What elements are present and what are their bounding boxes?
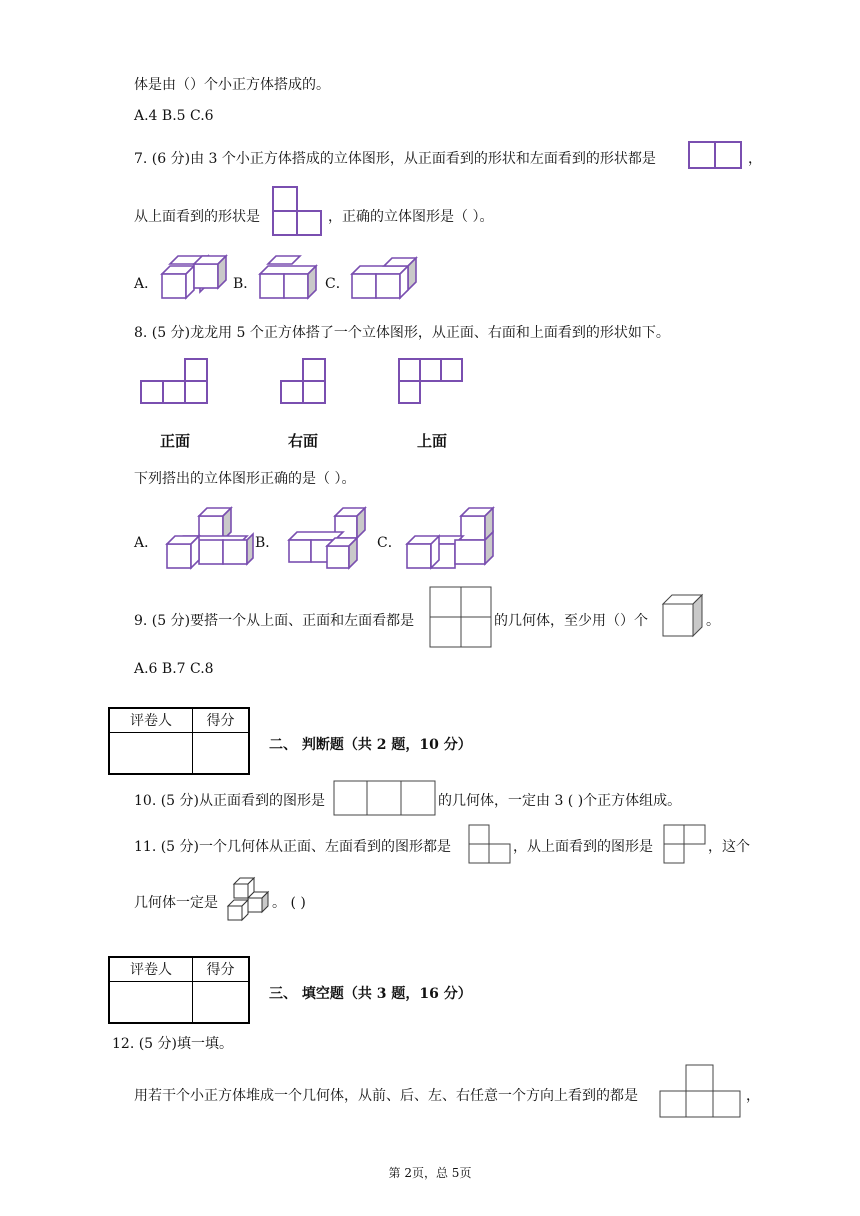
- q7-option-b-figure: [258, 256, 322, 302]
- q7-option-c-label: C．: [325, 276, 350, 292]
- q11-text-3: ，这个: [708, 839, 750, 855]
- q7-option-a-figure: [160, 256, 232, 302]
- q11-answer-blank: 。 ( ): [272, 895, 306, 911]
- score-cell-score[interactable]: [192, 981, 249, 1023]
- q8-top-view: [398, 358, 464, 406]
- q8-option-b-figure: [287, 506, 367, 572]
- q12-view-figure: [659, 1064, 741, 1118]
- q9-cube-icon: [662, 594, 704, 638]
- q11-top-view-figure: [663, 824, 707, 864]
- q8-option-c-label: C．: [377, 535, 402, 551]
- score-table-header-grader: 评卷人: [109, 957, 192, 981]
- q8-right-label: 右面: [288, 432, 319, 450]
- q8-front-view: [140, 358, 208, 406]
- q9-period: 。: [706, 613, 720, 629]
- score-table-header-score: 得分: [192, 957, 249, 981]
- q8-ask: 下列搭出的立体图形正确的是（ ）。: [134, 471, 356, 487]
- q8-top-label: 上面: [417, 432, 448, 450]
- q11-text: 11. (5 分)一个几何体从正面、左面看到的图形都是: [134, 839, 451, 855]
- q8-option-a-figure: [165, 506, 255, 572]
- q12-text-2: 用若干个小正方体堆成一个几何体，从前、后、左、右任意一个方向上看到的都是: [134, 1088, 638, 1104]
- q9-text: 9. (5 分)要搭一个从上面、正面和左面看都是: [134, 613, 415, 629]
- q9-options: A.6 B.7 C.8: [134, 661, 214, 677]
- q11-text-2: ，从上面看到的图形是: [513, 839, 653, 855]
- q10-text: 10. (5 分)从正面看到的图形是: [134, 793, 325, 809]
- q7-comma: ，: [748, 151, 762, 167]
- q8-front-label: 正面: [160, 432, 191, 450]
- page-footer: 第 2页，总 5页: [388, 1166, 472, 1180]
- section-3-heading: 三、 填空题（共 3 题，16 分）: [269, 986, 472, 1002]
- score-cell-grader[interactable]: [109, 732, 192, 774]
- score-cell-grader[interactable]: [109, 981, 192, 1023]
- q7-ask: ，正确的立体图形是（ ）。: [328, 209, 494, 225]
- q7-option-b-label: B．: [233, 276, 258, 292]
- q8-option-c-figure: [405, 506, 495, 572]
- score-table-section2: [108, 707, 250, 775]
- q11-front-view-figure: [468, 824, 512, 864]
- q6-tail: 体是由（）个小正方体搭成的。: [134, 77, 330, 93]
- q10-front-view-figure: [333, 780, 436, 816]
- section-2-heading: 二、 判断题（共 2 题，10 分）: [269, 737, 472, 753]
- q9-text-2: 的几何体，至少用（）个: [494, 613, 648, 629]
- score-table-header-grader: 评卷人: [109, 708, 192, 732]
- q7-front-view-figure: [688, 141, 742, 169]
- q7-top-text: 从上面看到的形状是: [134, 209, 260, 225]
- q8-option-b-label: B．: [255, 535, 280, 551]
- q6-options: A.4 B.5 C.6: [134, 108, 214, 124]
- q8-option-a-label: A．: [134, 535, 159, 551]
- q10-text-2: 的几何体，一定由 3 ( )个正方体组成。: [438, 793, 682, 809]
- q8-right-view: [280, 358, 326, 406]
- q7-option-c-figure: [350, 256, 422, 302]
- q12-text: 12. (5 分)填一填。: [112, 1036, 233, 1052]
- q8-text: 8. (5 分)龙龙用 5 个正方体搭了一个立体图形，从正面、右面和上面看到的形状如下。: [134, 325, 670, 341]
- score-table-section3: [108, 956, 250, 1024]
- q9-view-figure: [429, 586, 493, 648]
- q11-solid-figure: [226, 876, 272, 922]
- q7-top-view-figure: [272, 186, 324, 236]
- q11-text-4: 几何体一定是: [134, 895, 218, 911]
- q7-option-a-label: A．: [134, 276, 159, 292]
- q7-text: 7. (6 分)由 3 个小正方体搭成的立体图形，从正面看到的形状和左面看到的形状都是: [134, 151, 656, 167]
- q12-comma: ，: [746, 1088, 760, 1104]
- score-cell-score[interactable]: [192, 732, 249, 774]
- score-table-header-score: 得分: [192, 708, 249, 732]
